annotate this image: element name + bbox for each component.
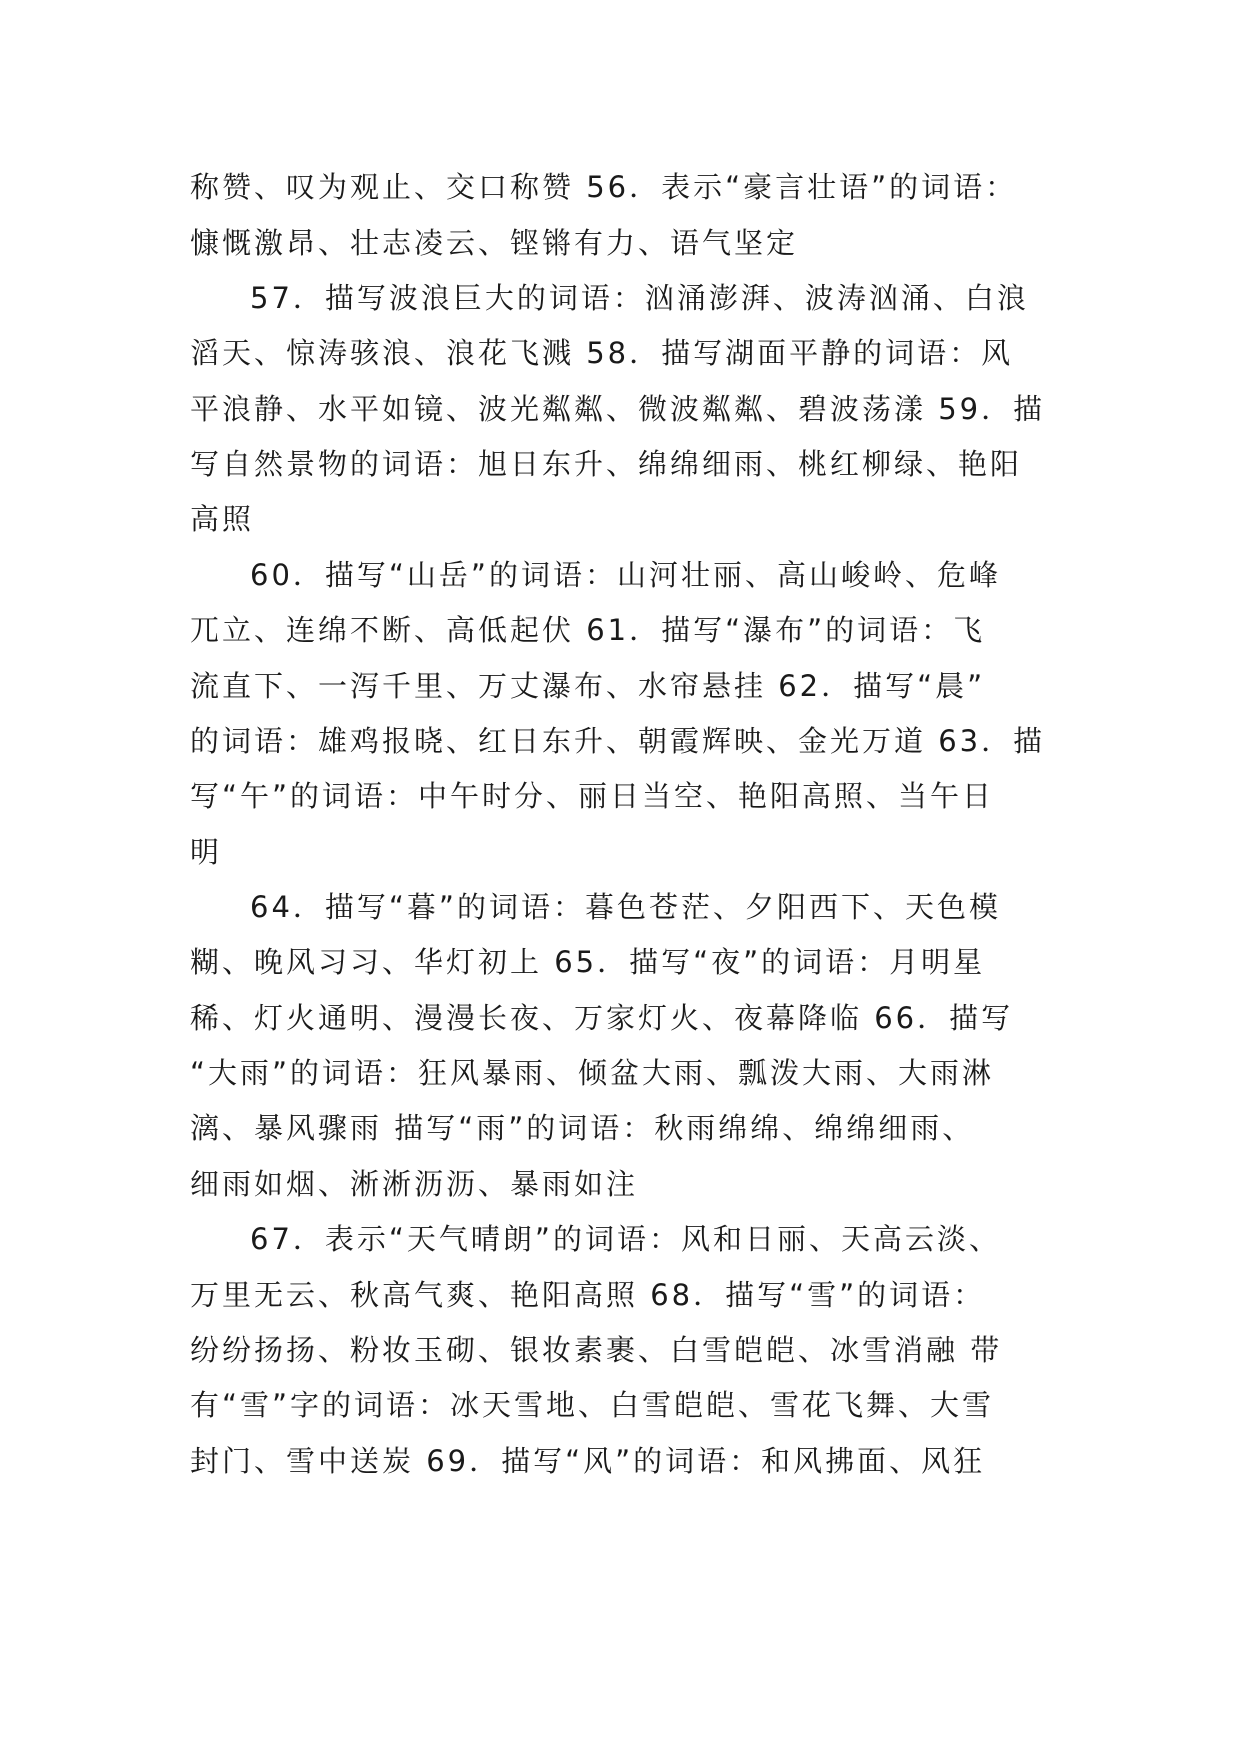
text-line: 有“雪”字的词语：冰天雪地、白雪皑皑、雪花飞舞、大雪	[190, 1388, 995, 1422]
text-line: “大雨”的词语：狂风暴雨、倾盆大雨、瓢泼大雨、大雨淋	[190, 1056, 995, 1090]
text-line: 慷慨激昂、壮志凌云、铿锵有力、语气坚定	[190, 226, 799, 260]
text-line: 称赞、叹为观止、交口称赞 56．表示“豪言壮语”的词语：	[190, 170, 1018, 204]
text-line: 流直下、一泻千里、万丈瀑布、水帘悬挂 62．描写“晨”	[190, 669, 986, 703]
text-line: 高照	[190, 502, 255, 536]
text-line: 纷纷扬扬、粉妆玉砌、银妆素裹、白雪皑皑、冰雪消融 带	[190, 1333, 1003, 1367]
text-line: 糊、晚风习习、华灯初上 65．描写“夜”的词语：月明星	[190, 945, 986, 979]
paragraph-start-line: 64．描写“暮”的词语：暮色苍茫、夕阳西下、天色模	[250, 890, 1001, 924]
text-line: 漓、暴风骤雨 描写“雨”的词语：秋雨绵绵、绵绵细雨、	[190, 1111, 975, 1145]
text-line: 写自然景物的词语：旭日东升、绵绵细雨、桃红柳绿、艳阳	[190, 447, 1023, 481]
text-line: 的词语：雄鸡报晓、红日东升、朝霞辉映、金光万道 63．描	[190, 724, 1046, 758]
paragraph-start-line: 67．表示“天气晴朗”的词语：风和日丽、天高云淡、	[250, 1222, 1001, 1256]
text-line: 细雨如烟、淅淅沥沥、暴雨如注	[190, 1167, 639, 1201]
text-line: 写“午”的词语：中午时分、丽日当空、艳阳高照、当午日	[190, 779, 995, 813]
text-line: 平浪静、水平如镜、波光粼粼、微波粼粼、碧波荡漾 59．描	[190, 392, 1046, 426]
text-line: 万里无云、秋高气爽、艳阳高照 68．描写“雪”的词语：	[190, 1278, 986, 1312]
paragraph-start-line: 60．描写“山岳”的词语：山河壮丽、高山峻岭、危峰	[250, 558, 1001, 592]
text-line: 封门、雪中送炭 69．描写“风”的词语：和风拂面、风狂	[190, 1444, 986, 1478]
text-line: 明	[190, 835, 223, 869]
paragraph-start-line: 57．描写波浪巨大的词语：汹涌澎湃、波涛汹涌、白浪	[250, 281, 1029, 315]
text-line: 稀、灯火通明、漫漫长夜、万家灯火、夜幕降临 66．描写	[190, 1001, 1014, 1035]
text-line: 兀立、连绵不断、高低起伏 61．描写“瀑布”的词语：飞	[190, 613, 986, 647]
text-line: 滔天、惊涛骇浪、浪花飞溅 58．描写湖面平静的词语：风	[190, 336, 1014, 370]
